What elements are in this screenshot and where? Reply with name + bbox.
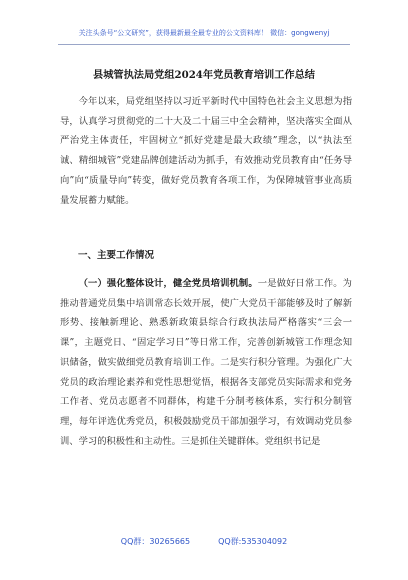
document-title: 县城管执法局党组2024年党员教育培训工作总结 <box>93 69 315 81</box>
footer-qq-group-1: QQ群：30265665 <box>120 537 191 546</box>
header-banner: 关注头条号“公文研究”，获得最新最全最专业的公文资料库！ 微信：gongwenyj <box>78 29 330 37</box>
paragraph-body: 一是做好日常工作。为推动普通党员集中培训常态长效开展，使广大党员干部能够及时了解新形势、接触新理论、熟悉新政策县综合行政执法局严格落实“三会一课”，主题党日、“固定学习日”等日常工作，完善创新城管工作理念知识储备，做实做细党员教育培训工作。二是实行积分管理。为强化广大党员的政治理论素养和党性思想觉悟，根据各支部党员实际需求和党务工作者、党员志愿者不同群体，构建千分制考核体系，实行积分制管理，每年评选优秀党员，积极鼓励党员干部加强学习，有效调动党员参训、学习的积极性和主动性。三是抓住关键群体。党组织书记是 <box>60 278 352 447</box>
body-paragraph <box>60 274 352 451</box>
section-heading: 一、主要工作情况 <box>78 250 155 261</box>
intro-paragraph: 今年以来，局党组坚持以习近平新时代中国特色社会主义思想为指导，认真学习贯彻党的二十大及二十届三中全会精神，坚决落实全面从严治党主体责任，牢固树立“抓好党建是最大政绩”理念，以“执法至诚、精细城管”党建品牌创建活动为抓手，有效推动党员教育由“任务导向”向“质量导向”转变，做好党员教育各项工作，为保障城管事业高质量发展蓄力赋能。 <box>60 96 352 206</box>
header-divider <box>58 44 350 45</box>
paragraph-lead-heading: （一）强化整体设计，健全党员培训机制。 <box>78 278 258 289</box>
footer-qq-group-2: QQ群:535304092 <box>218 537 288 546</box>
footer <box>0 536 408 547</box>
